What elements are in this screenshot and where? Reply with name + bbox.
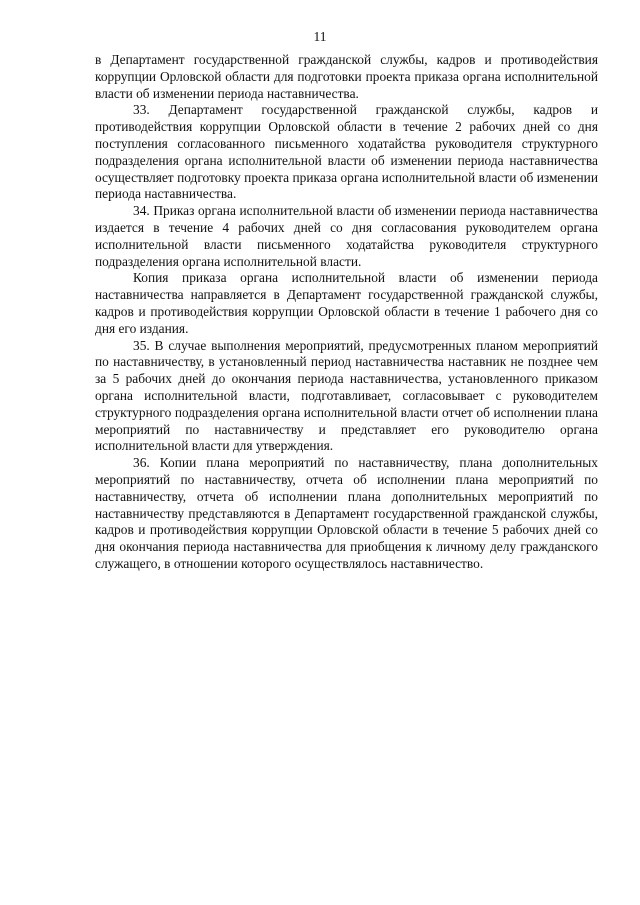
paragraph-33: 33. Департамент государственной гражданской службы, кадров и противодействия коррупции Орловской области в течение 2 рабочих дней со дня поступления согласованного письменного ходатайства руководителя структурного подразделения органа исполнительной власти об изменении периода наставничества осуществляет подготовку проекта приказа органа исполнительной власти об изменении периода наставничества. bbox=[95, 102, 598, 202]
paragraph-34: 34. Приказ органа исполнительной власти об изменении периода наставничества издается в течение 4 рабочих дней со дня согласования руководителем органа исполнительной власти письменного ходатайства руководителя структурного подразделения органа исполнительной власти. bbox=[95, 203, 598, 269]
paragraph-34-copy: Копия приказа органа исполнительной власти об изменении периода наставничества направляется в Департамент государственной гражданской службы, кадров и противодействия коррупции Орловской области в течение 1 рабочего дня со дня его издания. bbox=[95, 270, 598, 336]
paragraph-continuation: в Департамент государственной гражданской службы, кадров и противодействия коррупции Орловской области для подготовки проекта приказа органа исполнительной власти об изменении периода наставничества. bbox=[95, 52, 598, 101]
paragraph-36: 36. Копии плана мероприятий по наставничеству, плана дополнительных мероприятий по наставничеству, отчета об исполнении плана мероприятий по наставничеству, отчета об исполнении плана дополнительных мероприятий по наставничеству представляются в Департамент государственной гражданской службы, кадров и противодействия коррупции Орловской области в течение 5 рабочих дней со дня окончания периода наставничества для приобщения к личному делу гражданского служащего, в отношении которого осуществлялось наставничество. bbox=[95, 455, 598, 571]
paragraph-35: 35. В случае выполнения мероприятий, предусмотренных планом мероприятий по наставничеству, в установленный период наставничества наставник не позднее чем за 5 рабочих дней до окончания периода наставничества, установленного приказом органа исполнительной власти, подготавливает, согласовывает с руководителем структурного подразделения органа исполнительной власти отчет об исполнении плана мероприятий по наставничеству и представляет его руководителю органа исполнительной власти для утверждения. bbox=[95, 337, 598, 454]
page-number: 11 bbox=[313, 29, 327, 44]
document-body bbox=[95, 52, 598, 573]
